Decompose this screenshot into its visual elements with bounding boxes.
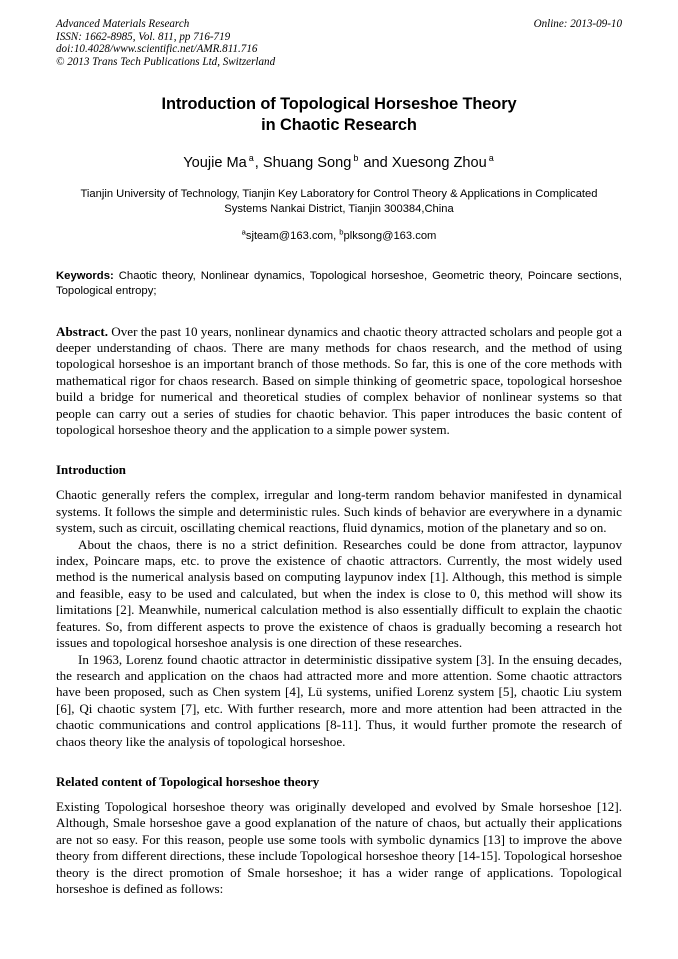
journal-header-left bbox=[56, 18, 486, 68]
author-affil-mark-2: b bbox=[353, 153, 359, 164]
author-separator-1: , bbox=[254, 155, 263, 171]
abstract-block bbox=[56, 324, 622, 439]
section-paragraph: Chaotic generally refers the complex, irregular and long-term random behavior manifested in dynamical systems. It follows the simple and deterministic rules. Such kinds of behavior are everywhere in a dynamic system, such as circuit, oscillating chemical reactions, fluid dynamics, motion of the planetary and so on. bbox=[56, 487, 622, 536]
author-affil-mark-3: a bbox=[488, 153, 494, 164]
journal-copyright-line: © 2013 Trans Tech Publications Ltd, Switzerland bbox=[56, 55, 276, 68]
author-separator-2: and bbox=[359, 155, 392, 171]
author-name-2: Shuang Song bbox=[262, 155, 352, 171]
title-line-1: Introduction of Topological Horseshoe Theory bbox=[161, 95, 517, 113]
section-paragraph: About the chaos, there is no a strict definition. Researches could be done from attractor, laypunov index, Poincare maps, etc. to prove the existence of chaotic attractors. Currently, the most widely used method is the numerical analysis based on computing laypunov index [1]. Although, this method is simple and feasible, easy to be used and calculated, but when the index is close to 0, this method will show its limitations [2]. Meanwhile, numerical calculation method is also essentially difficult to explain the chaotic features. So, from different aspects to prove the existence of chaos is gradually becoming a research hot issues and topological horseshoe analysis is one direction of these researches. bbox=[56, 536, 622, 651]
section-heading-related-content: Related content of Topological horseshoe theory bbox=[56, 774, 320, 789]
email-address-1: sjteam@163.com, bbox=[245, 230, 340, 243]
author-name-3: Xuesong Zhou bbox=[391, 155, 487, 171]
journal-header bbox=[56, 18, 622, 72]
journal-issn-line: ISSN: 1662-8985, Vol. 811, pp 716-719 bbox=[56, 30, 231, 43]
email-mark-1: a bbox=[241, 227, 246, 237]
abstract-text: Over the past 10 years, nonlinear dynamics and chaotic theory attracted scholars and people got a deeper understanding of chaos. There are many methods for chaos research, and the method of using topological horseshoe is an important branch of those methods. So far, this is one of the core methods with mathematical rigor for chaos research. Based on simple thinking of geometric space, topological horseshoe build a bridge for numerical and theoretical studies of complex behavior of nonlinear systems so that people can carry out a series of studies for chaotic behavior. This paper introduces the basic content of topological horseshoe theory and the application to a simple power system. bbox=[56, 323, 622, 438]
author-affil-mark-1: a bbox=[248, 153, 254, 164]
abstract-label: Abstract. bbox=[56, 323, 108, 339]
online-date: Online: 2013-09-10 bbox=[533, 18, 622, 30]
affiliation-text: Tianjin University of Technology, Tianjin Key Laboratory for Control Theory & Applications in Complicated Systems Nankai District, Tianjin 300384,China bbox=[80, 188, 598, 215]
email-mark-2: b bbox=[339, 227, 344, 237]
author-list bbox=[56, 154, 622, 172]
journal-doi-line: doi:10.4028/www.scientific.net/AMR.811.716 bbox=[56, 43, 258, 56]
journal-name: Advanced Materials Research bbox=[56, 18, 190, 30]
section-paragraph: In 1963, Lorenz found chaotic attractor in deterministic dissipative system [3]. In the ensuing decades, the research and application on the chaos had attracted more and more attention. Some chaotic attractors have been proposed, such as Chen system [4], Lü systems, unified Lorenz system [5], chaotic Liu system [6], Qi chaotic system [7], etc. With further research, more and more attention had been attracted in the chaotic communications and control applications [8-11]. Thus, it would further promote the research of chaos theory like the analysis of topological horseshoe. bbox=[56, 651, 622, 749]
page-title bbox=[56, 94, 622, 135]
keywords-text: Chaotic theory, Nonlinear dynamics, Topological horseshoe, Geometric theory, Poincare sections, Topological entropy; bbox=[56, 270, 622, 298]
author-emails bbox=[56, 229, 622, 243]
email-address-2: plksong@163.com bbox=[343, 230, 437, 243]
author-name-1: Youjie Ma bbox=[183, 155, 247, 171]
section-paragraph: Existing Topological horseshoe theory was originally developed and evolved by Smale horseshoe [12]. Although, Smale horseshoe gave a good explanation of the nature of chaos, but actually their applications are not so easy. For this reason, people use some tools with symbolic dynamics [13] to improve the above theory from different directions, these include Topological horseshoe theory [14-15]. Topological horseshoe theory is the direct promotion of Smale horseshoe; it has a wider range of applications. Topological horseshoe is defined as follows: bbox=[56, 798, 622, 896]
keywords-block bbox=[56, 269, 622, 299]
keywords-label: Keywords: bbox=[56, 270, 114, 283]
title-line-2: in Chaotic Research bbox=[261, 115, 417, 134]
section-heading-introduction: Introduction bbox=[56, 463, 126, 478]
